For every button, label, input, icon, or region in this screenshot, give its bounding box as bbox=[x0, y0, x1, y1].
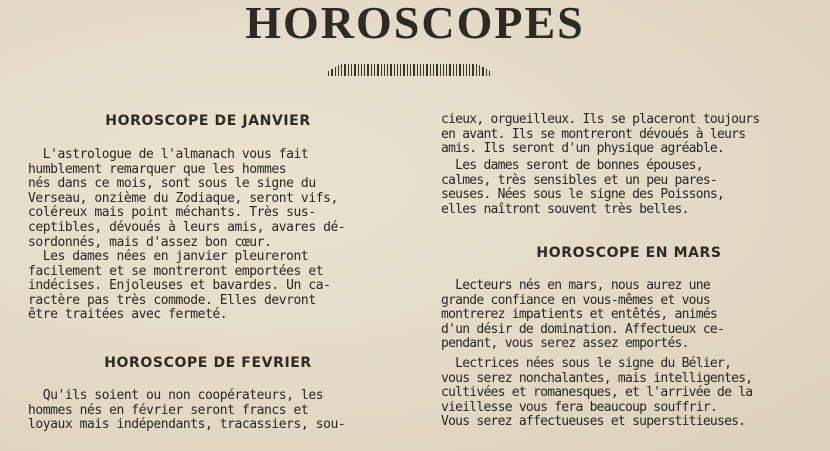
text-line: grande confiance en vous-mêmes et vous bbox=[441, 292, 710, 308]
ornament-bar bbox=[331, 69, 332, 76]
text-line: Vous serez affectueuses et superstitieuses. bbox=[441, 414, 746, 430]
ornament-bar bbox=[410, 64, 411, 76]
text-line: Verseau, onzième du Zodiaque, seront vifs, bbox=[28, 190, 338, 206]
ornament-bar bbox=[400, 64, 401, 76]
text-line: L'astrologue de l'almanach vous fait bbox=[28, 147, 309, 162]
ornament-bar bbox=[479, 65, 480, 76]
ornament-bar bbox=[397, 64, 398, 76]
ornament-bar bbox=[361, 64, 362, 76]
ornament-bar bbox=[394, 64, 395, 76]
text-line: vieillesse vous fera beaucoup souffrir. bbox=[441, 399, 717, 415]
text-line: cultivées et romanesques, et l'arrivée de la bbox=[441, 385, 753, 401]
text-line: coléreux mais point méchants. Très sus- bbox=[28, 205, 316, 221]
ornament-bar bbox=[341, 64, 342, 76]
ornament-bar bbox=[328, 71, 329, 76]
ornament-bar bbox=[351, 64, 352, 76]
ornament-bar bbox=[374, 64, 375, 76]
ornament-bar bbox=[489, 71, 490, 76]
ornament-bar bbox=[466, 64, 467, 76]
text-line: amis. Ils seront d'un physique agréable. bbox=[441, 141, 725, 157]
paragraph-janvier-1 bbox=[28, 148, 388, 250]
ornament-bar bbox=[371, 64, 372, 76]
ornament-bar bbox=[430, 64, 431, 76]
text-line: montrerez impatients et entêtés, animés bbox=[441, 307, 717, 323]
text-line: loyaux mais indépendants, tracassiers, sou- bbox=[28, 417, 346, 433]
text-line: d'un désir de domination. Affectueux ce- bbox=[441, 321, 725, 337]
text-line: Lecteurs nés en mars, nous aurez une bbox=[441, 278, 710, 293]
ornament-bar bbox=[459, 64, 460, 76]
ornament-bar bbox=[338, 65, 339, 76]
paragraph-fevrier-3 bbox=[441, 159, 817, 217]
ornament-bar bbox=[440, 64, 441, 76]
text-line: nés dans ce mois, sont sous le signe du bbox=[28, 176, 316, 192]
ornament-bar bbox=[443, 64, 444, 76]
ornament-bar bbox=[423, 64, 424, 76]
ornament-bar bbox=[348, 64, 349, 76]
ornament-bar bbox=[354, 64, 355, 76]
paragraph-mars-2 bbox=[441, 357, 817, 430]
text-line: Les dames seront de bonnes épouses, bbox=[441, 158, 703, 173]
ornament-bar bbox=[344, 64, 345, 76]
ornament-bar bbox=[420, 64, 421, 76]
ornament-bar bbox=[407, 64, 408, 76]
text-line: vous serez nonchalantes, mais intelligentes, bbox=[441, 370, 753, 386]
text-line: humblement remarquer que les hommes bbox=[28, 161, 287, 177]
ornament-bar bbox=[446, 64, 447, 76]
paragraph-mars-1 bbox=[441, 279, 817, 352]
ornament-bar bbox=[476, 64, 477, 76]
text-line: indécises. Enjoleuses et bavardes. Un ca- bbox=[28, 278, 331, 294]
paragraph-janvier-2 bbox=[28, 250, 388, 323]
ornament-bar bbox=[453, 64, 454, 76]
text-line: calmes, très sensibles et un peu pares- bbox=[441, 172, 717, 188]
ornament-bar bbox=[417, 64, 418, 76]
ornament-bar bbox=[403, 64, 404, 76]
heading-janvier: HOROSCOPE DE JANVIER bbox=[105, 113, 311, 129]
text-line: en avant. Ils se montreront dévoués à leurs bbox=[441, 126, 746, 142]
ornament-bar bbox=[469, 64, 470, 76]
text-line: ceptibles, dévoués à leurs amis, avares dé- bbox=[28, 219, 346, 235]
ornament-bar bbox=[390, 64, 391, 76]
ornament-bar bbox=[486, 69, 487, 76]
ornament-bar bbox=[413, 64, 414, 76]
text-line: sordonnés, mais d'assez bon cœur. bbox=[28, 234, 272, 250]
text-line: Qu'ils soient ou non coopérateurs, les bbox=[28, 388, 324, 403]
text-line: seuses. Nées sous le signe des Poissons, bbox=[441, 187, 725, 203]
paragraph-fevrier-2 bbox=[441, 113, 817, 157]
ornament-bar bbox=[449, 64, 450, 76]
text-line: pendant, vous serez assez emportés. bbox=[441, 336, 689, 352]
ornament-bar bbox=[364, 64, 365, 76]
text-line: être traitées avec fermeté. bbox=[28, 307, 228, 323]
heading-fevrier: HOROSCOPE DE FEVRIER bbox=[104, 355, 312, 371]
ornament-bar bbox=[387, 64, 388, 76]
ornament-bar bbox=[367, 64, 368, 76]
ornament-bar bbox=[433, 64, 434, 76]
text-line: elles naîtront souvent très belles. bbox=[441, 201, 689, 217]
ornament-bar bbox=[358, 64, 359, 76]
ornament-bar bbox=[436, 64, 437, 76]
ornament-bar bbox=[456, 64, 457, 76]
ornament-bar bbox=[384, 64, 385, 76]
heading-mars: HOROSCOPE EN MARS bbox=[536, 245, 722, 261]
text-line: Les dames nées en janvier pleureront bbox=[28, 249, 309, 264]
text-line: hommes nés en février seront francs et bbox=[28, 402, 309, 418]
page-title: HOROSCOPES bbox=[245, 0, 585, 48]
text-line: Lectrices nées sous le signe du Bélier, bbox=[441, 356, 732, 371]
ornament-bar bbox=[472, 64, 473, 76]
title-ornament bbox=[328, 62, 490, 76]
paragraph-fevrier-1 bbox=[28, 389, 388, 433]
ornament-bar bbox=[377, 64, 378, 76]
ornament-bar bbox=[463, 64, 464, 76]
ornament-bar bbox=[381, 64, 382, 76]
ornament-bar bbox=[426, 64, 427, 76]
ornament-bar bbox=[482, 67, 483, 76]
text-line: ractère pas très commode. Elles devront bbox=[28, 292, 316, 308]
text-line: cieux, orgueilleux. Ils se placeront toujours bbox=[441, 112, 760, 127]
ornament-bar bbox=[335, 67, 336, 76]
text-line: facilement et se montreront emportées et bbox=[28, 263, 324, 279]
